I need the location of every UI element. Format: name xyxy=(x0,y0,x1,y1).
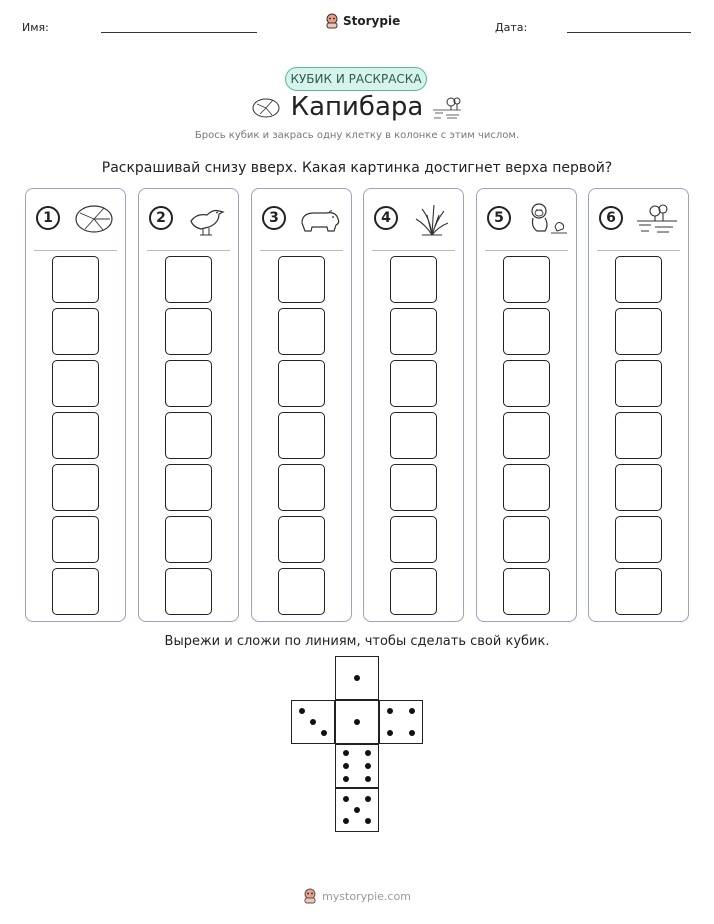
color-cell[interactable] xyxy=(165,568,212,615)
die-face-1 xyxy=(335,656,379,700)
color-cell[interactable] xyxy=(165,308,212,355)
color-cell[interactable] xyxy=(278,360,325,407)
column-number: 2 xyxy=(149,206,173,230)
die-pip xyxy=(321,730,327,736)
die-pip xyxy=(365,818,371,824)
column-2 xyxy=(138,188,239,622)
color-cell[interactable] xyxy=(165,412,212,459)
bird-icon xyxy=(183,201,231,237)
grass-icon xyxy=(408,201,456,237)
color-cell[interactable] xyxy=(278,412,325,459)
color-cell[interactable] xyxy=(52,308,99,355)
die-pip xyxy=(343,796,349,802)
color-cell[interactable] xyxy=(615,516,662,563)
cut-instruction: Вырежи и сложи по линиям, чтобы сделать свой кубик. xyxy=(164,634,550,649)
page-title: Капибара xyxy=(290,92,424,122)
date-field-line[interactable] xyxy=(567,32,691,33)
color-cell[interactable] xyxy=(390,256,437,303)
column-number: 6 xyxy=(599,206,623,230)
color-cell[interactable] xyxy=(390,308,437,355)
color-cell[interactable] xyxy=(615,568,662,615)
date-label: Дата: xyxy=(495,21,528,34)
die-pip xyxy=(343,750,349,756)
color-cell[interactable] xyxy=(503,308,550,355)
die-face-3 xyxy=(291,700,335,744)
color-cell[interactable] xyxy=(165,464,212,511)
column-number: 4 xyxy=(374,206,398,230)
column-6 xyxy=(588,188,689,622)
die-pip xyxy=(354,719,360,725)
color-cell[interactable] xyxy=(52,360,99,407)
subtitle: Брось кубик и закрась одну клетку в колонке с этим числом. xyxy=(194,130,520,141)
color-cell[interactable] xyxy=(278,516,325,563)
color-cell[interactable] xyxy=(390,412,437,459)
color-cell[interactable] xyxy=(503,412,550,459)
color-cell[interactable] xyxy=(615,360,662,407)
die-face-1 xyxy=(335,700,379,744)
color-cell[interactable] xyxy=(390,464,437,511)
column-number: 3 xyxy=(262,206,286,230)
brand-name: Storypie xyxy=(343,14,401,28)
color-cell[interactable] xyxy=(52,256,99,303)
category-badge: КУБИК И РАСКРАСКА xyxy=(285,67,427,91)
storypie-mascot-icon xyxy=(303,888,317,904)
column-number: 1 xyxy=(36,206,60,230)
die-pip xyxy=(387,730,393,736)
column-number: 5 xyxy=(487,206,511,230)
die-pip xyxy=(409,708,415,714)
column-3 xyxy=(251,188,352,622)
color-cell[interactable] xyxy=(390,516,437,563)
color-cell[interactable] xyxy=(52,464,99,511)
color-cell[interactable] xyxy=(165,360,212,407)
brand-logo xyxy=(325,13,400,29)
instruction: Раскрашивай снизу вверх. Какая картинка достигнет верха первой? xyxy=(101,160,613,176)
column-1 xyxy=(25,188,126,622)
landscape-icon xyxy=(431,95,463,121)
color-cell[interactable] xyxy=(52,568,99,615)
color-cell[interactable] xyxy=(390,360,437,407)
column-4 xyxy=(363,188,464,622)
die-pip xyxy=(299,708,305,714)
monkey-icon xyxy=(521,201,569,237)
color-cell[interactable] xyxy=(52,412,99,459)
color-cell[interactable] xyxy=(503,360,550,407)
die-pip xyxy=(387,708,393,714)
die-pip xyxy=(365,796,371,802)
color-cell[interactable] xyxy=(165,256,212,303)
lily-pad-icon xyxy=(70,201,118,237)
die-pip xyxy=(354,675,360,681)
name-field-line[interactable] xyxy=(101,32,257,33)
die-pip xyxy=(365,763,371,769)
column-5 xyxy=(476,188,577,622)
color-cell[interactable] xyxy=(278,568,325,615)
die-pip xyxy=(343,818,349,824)
die-pip xyxy=(343,776,349,782)
color-cell[interactable] xyxy=(165,516,212,563)
color-cell[interactable] xyxy=(503,516,550,563)
color-cell[interactable] xyxy=(615,256,662,303)
color-cell[interactable] xyxy=(278,308,325,355)
die-pip xyxy=(409,730,415,736)
die-face-4 xyxy=(379,700,423,744)
color-cell[interactable] xyxy=(503,464,550,511)
capybara-icon xyxy=(296,201,344,237)
die-pip xyxy=(365,750,371,756)
die-face-5 xyxy=(335,788,379,832)
color-cell[interactable] xyxy=(278,464,325,511)
footer-url: mystorypie.com xyxy=(322,889,411,903)
color-cell[interactable] xyxy=(615,464,662,511)
die-pip xyxy=(343,763,349,769)
color-cell[interactable] xyxy=(615,308,662,355)
color-cell[interactable] xyxy=(503,568,550,615)
color-cell[interactable] xyxy=(278,256,325,303)
name-label: Имя: xyxy=(22,21,49,34)
storypie-mascot-icon xyxy=(325,13,339,29)
color-cell[interactable] xyxy=(615,412,662,459)
die-face-6 xyxy=(335,744,379,788)
color-cell[interactable] xyxy=(390,568,437,615)
footer xyxy=(0,888,714,904)
die-pip xyxy=(354,807,360,813)
die-pip xyxy=(310,719,316,725)
color-cell[interactable] xyxy=(503,256,550,303)
color-cell[interactable] xyxy=(52,516,99,563)
die-pip xyxy=(365,776,371,782)
landscape-icon xyxy=(633,201,681,237)
